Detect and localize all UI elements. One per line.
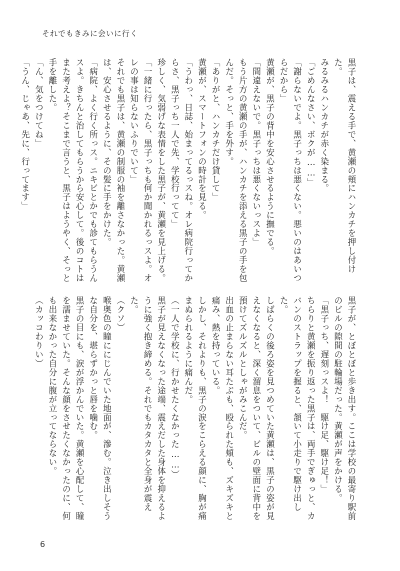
paragraph: 「間違えないで。黒子っちは悪くないっスよ」	[251, 58, 262, 247]
paragraph: （カッコわりい）	[34, 296, 45, 368]
page-number: 6	[40, 540, 46, 549]
paragraph: 黄瀬が、黒子の背中を安心させるように撫でる。	[265, 58, 276, 256]
paragraph: 「病院、よく行く所っス。ニキビとかでも診てもらうんスよ。きちんと治してもらうから安心して。後のコトはまた考えよ？そこまで言うと、黒子はようやく、そっと手を離した。	[47, 58, 99, 283]
bottom-text-block	[34, 296, 358, 526]
paragraph: 黒子が、とぼとぼと歩き出す。ここは学校の最寄り駅前のビルの隙間の駐輪場だった。黄瀬が声をかける。	[333, 296, 357, 521]
paragraph: 喉奥色の瞳ににじんでいた地面が、滲む。泣き出しそうな自分を、堪らずかっと唇を噛む。	[88, 296, 113, 521]
paragraph: （クソ）	[115, 296, 126, 332]
paragraph: （一人で学校に、行かせたくなかった……）	[170, 296, 181, 480]
paragraph: 黒子の目にも、涙が浮かんでいた。黄瀬を心配して、瞳を濡ませていた。そんな顔をさせたくなかったのに、何も出来なかった自分に腹が立ってならない。	[47, 296, 86, 521]
paragraph: 「うわっ、日誌、始まってるっスね。オレ病院行ってからさ、黒子っち一人で先、学校行ってて」	[170, 58, 194, 283]
paragraph: 珍しく、気弱げな表情をした黒子が、黄瀬を見上げる。	[156, 58, 167, 283]
paragraph: 「黒子っち、遅刻っスよ！ 駆け足、駆け足！」	[319, 296, 330, 494]
paragraph: 「ごめんなさい、ボクが……」	[306, 58, 317, 188]
paragraph: 黄瀬が、スマートフォンの時計を見る。	[197, 58, 208, 220]
paragraph: もう片方の黄瀬の手が、ハンカチを添える黒子の手を包んだ。そっと、手を外す。	[224, 58, 249, 283]
paragraph: しばらくの後ろ姿を見つめていた黄瀬は、黒子の姿が見えなくなると、深く溜息をついて、ビルの壁面に背中を預けてズルズルとしゃがみこんだ。	[238, 296, 276, 521]
paragraph: それでも黒子は、黄瀬の制服の袖を離さなかった。黄瀬は、安心させるように、その髪に手をかけた。	[102, 58, 126, 283]
running-head: それでもきみに会いに行く	[42, 29, 138, 38]
paragraph: 「うん、じゃあ、先に、行ってます」	[20, 58, 31, 211]
paragraph: 「ん、気をつけてね」	[34, 58, 45, 148]
paragraph: 「一緒に行ったら、黒子っちも何か聞かれるっスよ。オレの事は知らないふりでいて」	[129, 58, 154, 283]
paragraph: 黒子は、震える手で、黄瀬の頬にハンカチを押し付けた。	[333, 58, 357, 274]
paragraph: 黒子が見えなくなった途端、震えだした身体を抑えるように強く抱き締める。それでもカタカタと全身が震えた。	[129, 296, 167, 521]
paragraph: 出血の止まらない耳たぶも、殴られた頬も、ズキズキと痛み、熱を持っている。	[211, 296, 235, 521]
paragraph: 「ありがと、ハンカチだけ貸して」	[211, 58, 222, 202]
paragraph: 「謝らないでよ。黒子っちは悪くない。悪いのはあいつらだから」	[279, 58, 303, 283]
top-text-block	[20, 58, 358, 288]
paragraph: しかし、それよりも、黒子の涙をこらえる顔に、胸が痛まぬられるように痛んだ。	[183, 296, 208, 521]
paragraph: ちらりと黄瀬を振り返った黒子は、両手でぎゅっと、カバンのストラップを握ると、頷いて小走りで駆け出した。	[279, 296, 317, 521]
paragraph: みるみるハンカチが赤く染まる。	[319, 58, 330, 193]
